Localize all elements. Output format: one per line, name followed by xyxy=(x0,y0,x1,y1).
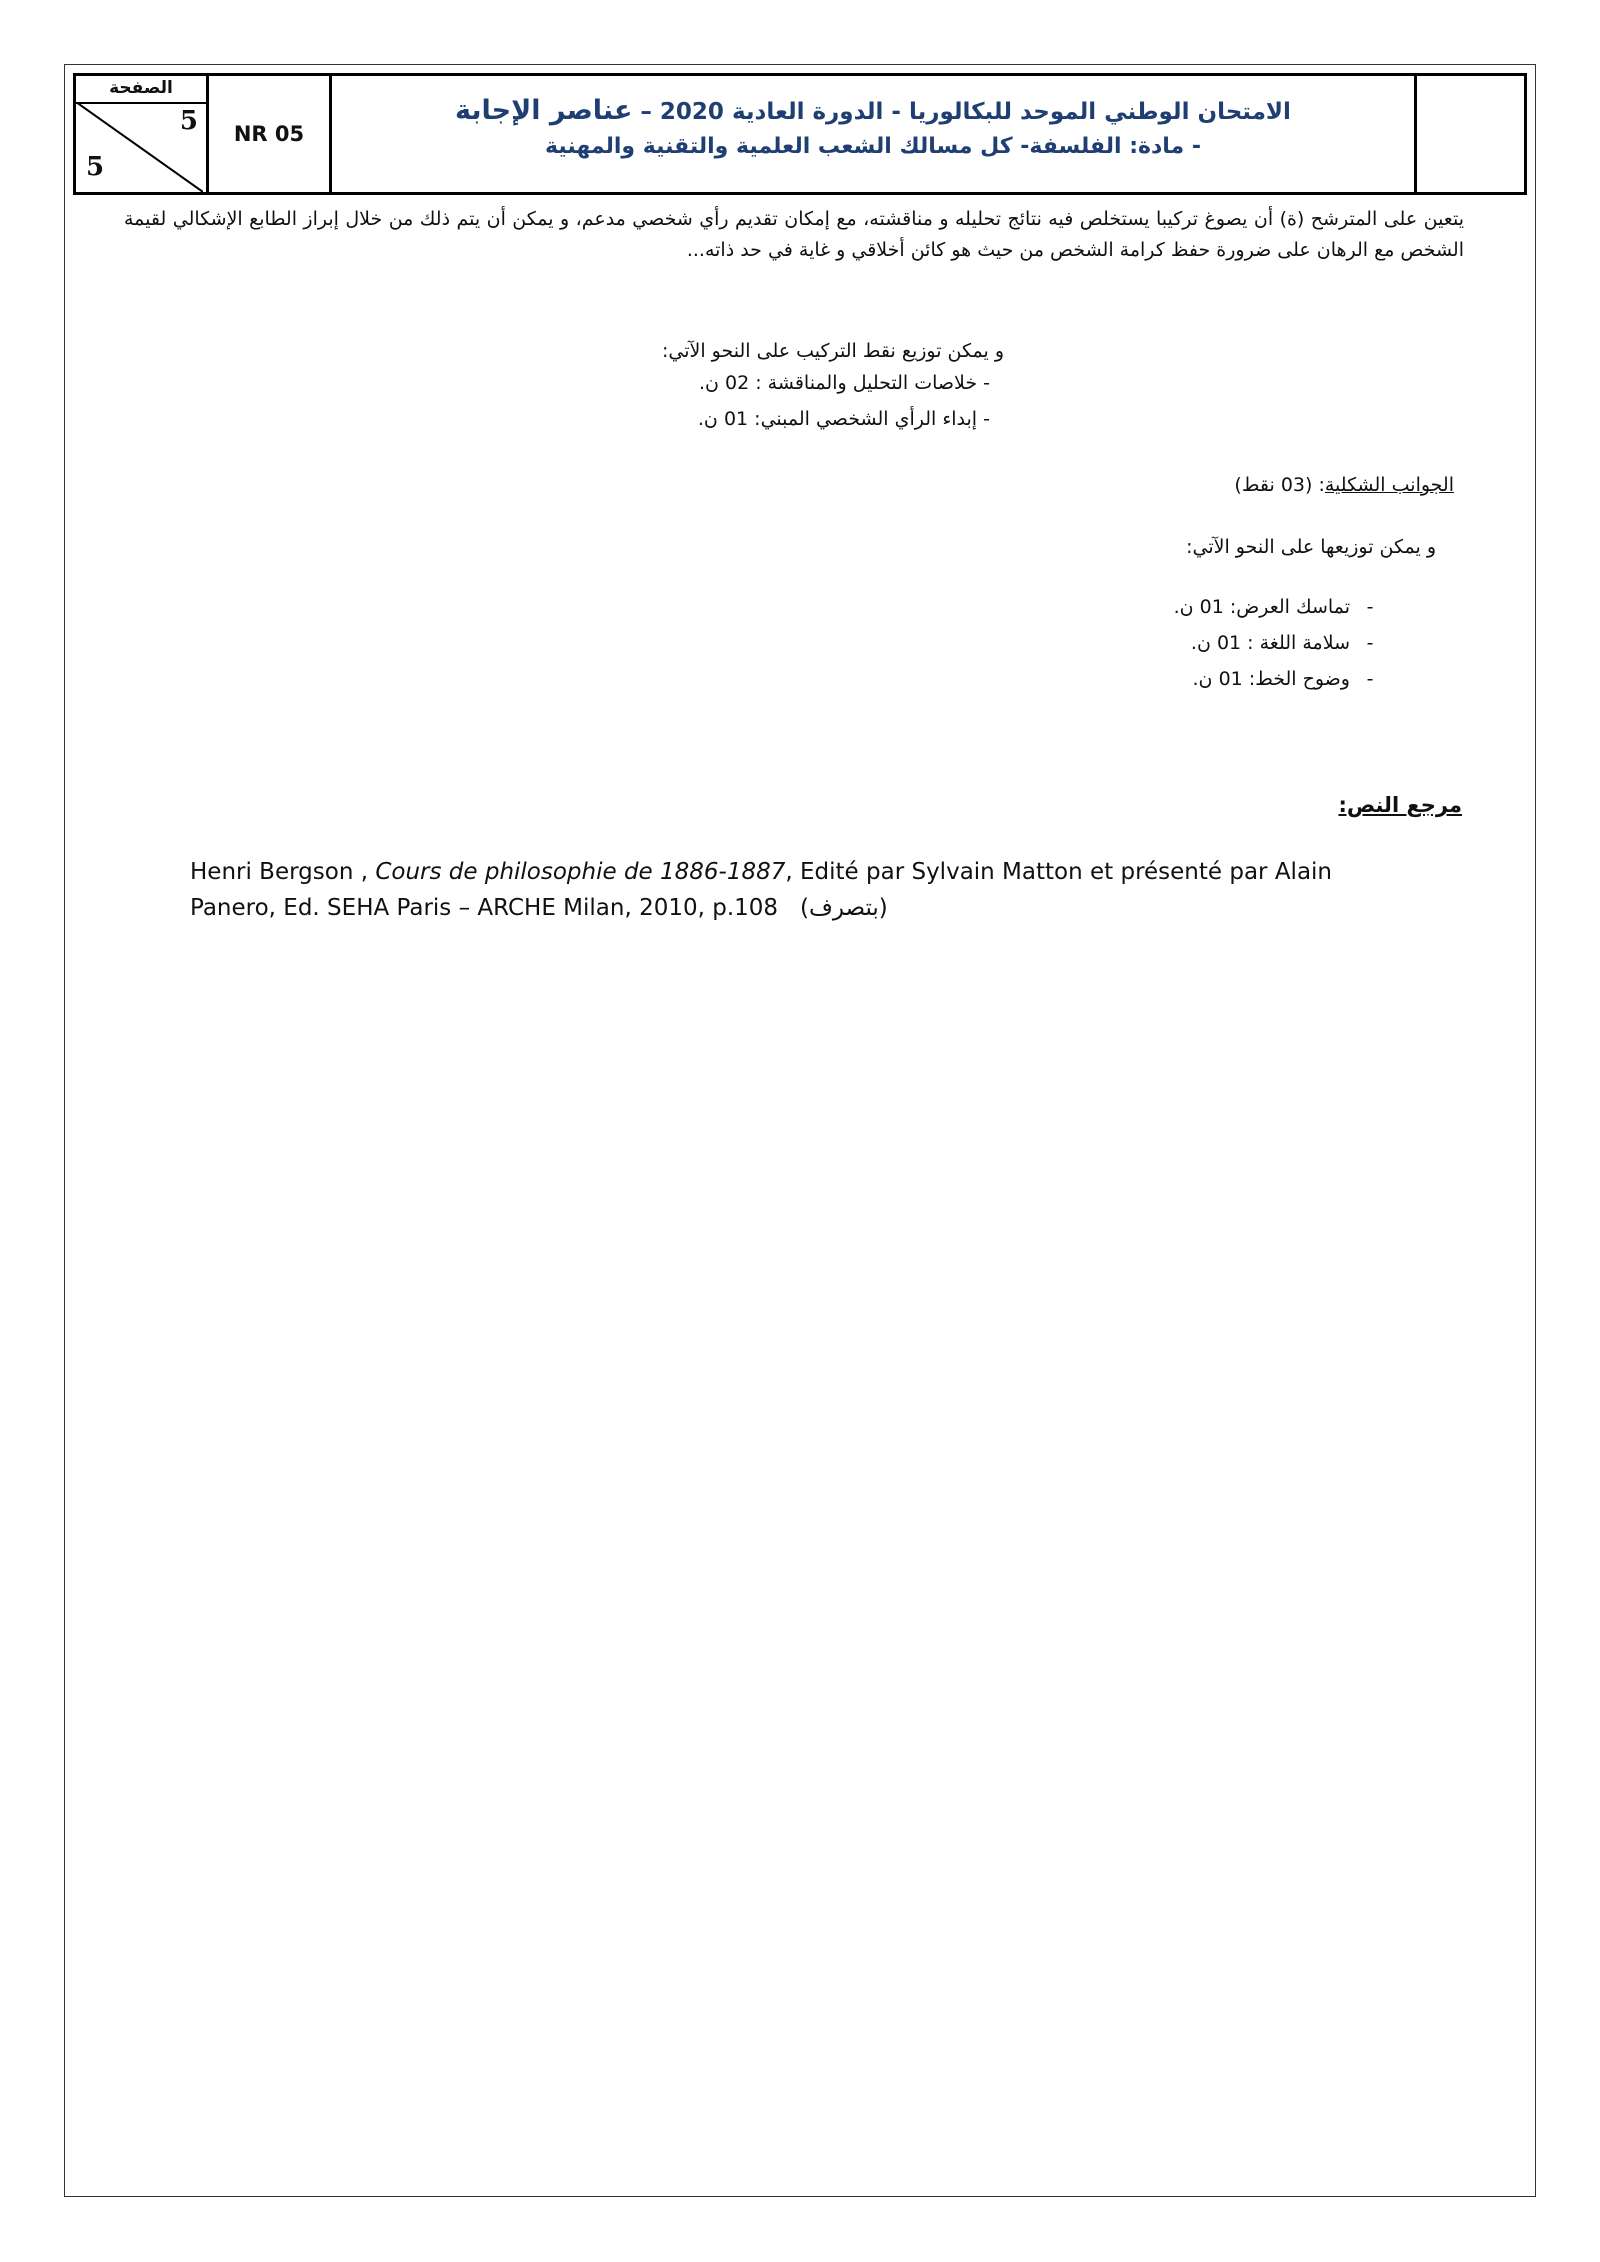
exam-title-cell xyxy=(332,76,1417,192)
exam-code: NR 05 xyxy=(209,76,332,192)
page-label: الصفحة xyxy=(76,76,206,104)
formal-item-1-text: تماسك العرض: 01 ن. xyxy=(1173,596,1350,618)
synthesis-distribution-intro: و يمكن توزيع نقط التركيب على النحو الآتي: xyxy=(662,340,1004,362)
reference-details-line2: Panero, Ed. SEHA Paris – ARCHE Milan, 2010, p.108 xyxy=(190,895,779,921)
page-current: 5 xyxy=(179,106,198,136)
reference-work: Cours de philosophie de 1886-1887 xyxy=(375,859,786,885)
reference-note: (بتصرف) xyxy=(800,895,888,921)
reference-details-line1: , Edité par Sylvain Matton et présenté par Alain xyxy=(785,859,1333,885)
synthesis-paragraph: يتعين على المترشح (ة) أن يصوغ تركيبا يستخلص فيه نتائج تحليله و مناقشته، مع إمكان تقديم رأي شخصي مدعم، و يمكن أن يتم ذلك من خلال إبراز الطابع الإشكالي لقيمة الشخص مع الرهان على ضرورة حفظ كرامة الشخص من حيث هو كائن أخلاقي و غاية في حد ذاته... xyxy=(124,208,1464,261)
formal-item-3 xyxy=(1193,664,1390,695)
formal-heading xyxy=(1234,470,1454,501)
empty-cell xyxy=(1417,76,1524,192)
page-total: 5 xyxy=(86,152,105,182)
exam-title xyxy=(332,94,1414,129)
exam-header xyxy=(73,73,1527,195)
bullet-dash: - xyxy=(1366,632,1374,654)
bullet-dash: - xyxy=(1366,596,1374,618)
formal-distribution-intro: و يمكن توزيعها على النحو الآتي: xyxy=(1186,536,1436,558)
synthesis-item-2: - إبداء الرأي الشخصي المبني: 01 ن. xyxy=(697,408,990,430)
formal-item-1 xyxy=(1174,592,1390,623)
formal-item-2 xyxy=(1191,628,1390,659)
formal-item-2-text: سلامة اللغة : 01 ن. xyxy=(1190,632,1350,654)
bullet-dash: - xyxy=(1366,668,1374,690)
reference-author: Henri Bergson , xyxy=(190,859,369,885)
exam-title-main: الامتحان الوطني الموحد للبكالوريا - الدورة العادية 2020 – xyxy=(640,99,1291,125)
exam-title-emphasis: عناصر الإجابة xyxy=(455,95,633,126)
exam-subtitle: - مادة: الفلسفة- كل مسالك الشعب العلمية والتقنية والمهنية xyxy=(545,134,1201,159)
formal-heading-points: : (03 نقط) xyxy=(1234,474,1325,496)
page-number-cell xyxy=(76,76,209,192)
formal-heading-label: الجوانب الشكلية xyxy=(1324,474,1454,496)
formal-item-3-text: وضوح الخط: 01 ن. xyxy=(1192,668,1350,690)
reference-citation xyxy=(190,854,1420,926)
synthesis-item-1: - خلاصات التحليل والمناقشة : 02 ن. xyxy=(698,372,990,394)
reference-heading: مرجع النص: xyxy=(1338,793,1462,817)
